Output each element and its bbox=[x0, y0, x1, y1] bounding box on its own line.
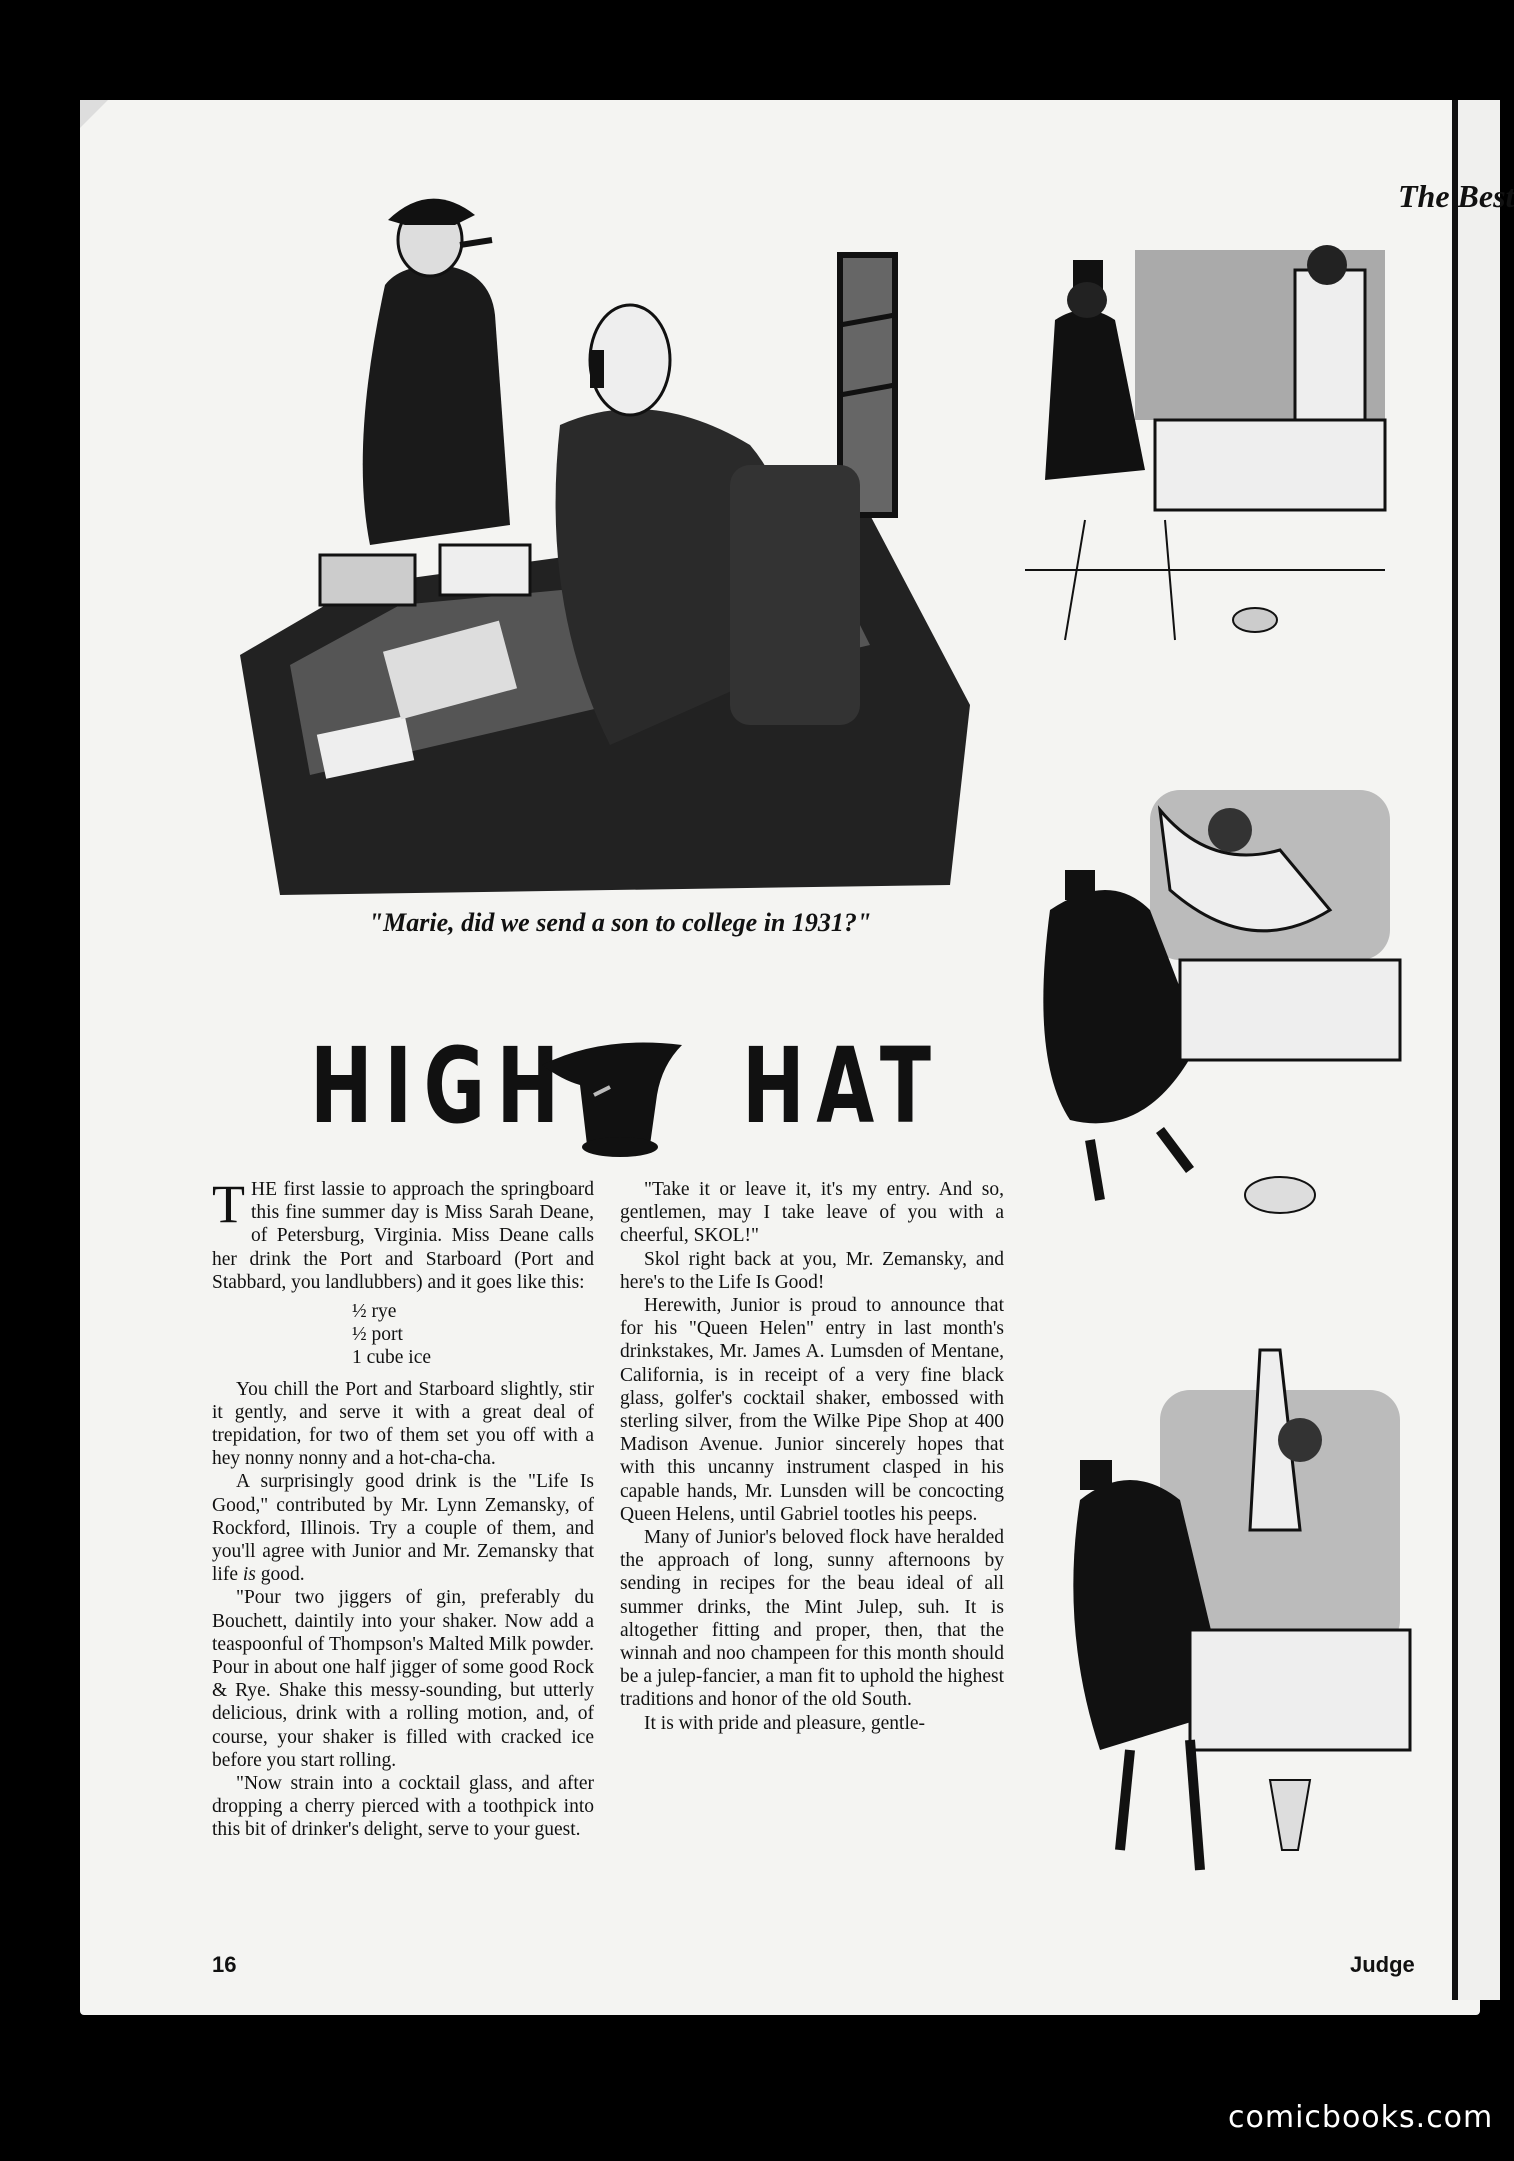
recipe-item: 1 cube ice bbox=[352, 1347, 432, 1369]
paragraph-5: "Now strain into a cocktail glass, and after dropping a cherry pierced with a toothpick into this bit of drinker's delight, serve to your guest. bbox=[212, 1773, 594, 1841]
paragraph-4: "Pour two jiggers of gin, preferably du Bouchett, daintily into your shaker. Now add a teaspoonful of Thompson's Malted Milk powder. Pour in about one half jigger of some good Rock & Rye. Shake this messy-sounding, but utterly delicious, drink with a rolling motion, and, of course, your shaker is filled with cracked ice before you start rolling. bbox=[212, 1587, 594, 1771]
illustration-caption: "Marie, did we send a son to college in 1931?" bbox=[368, 908, 872, 937]
paragraph-2: You chill the Port and Starboard slightly, stir it gently, and serve it with a great deal of trepidation, for two of them set you off with a hey nonny nonny and a hot-cha-cha. bbox=[212, 1378, 594, 1470]
drop-cap: T bbox=[212, 1174, 245, 1234]
top-hat-icon bbox=[532, 1025, 697, 1165]
article-headline bbox=[300, 1025, 943, 1155]
recipe-item: ½ rye bbox=[352, 1301, 397, 1323]
recipe-item: ½ port bbox=[352, 1324, 403, 1346]
headline-word-right: HAT bbox=[742, 1025, 943, 1147]
paragraph-8: Herewith, Junior is proud to announce that for his "Queen Helen" entry in last month's drinkstakes, Mr. James A. Lumsden of Mentane, California, is in receipt of a very fine black glass, golfer's cocktail shaker, embossed with sterling silver, from the Wilke Pipe Shop at 400 Madison Avenue. Junior sincerely hopes that with this uncanny instrument clasped in his capable hands, Mr. Lunsden will be concocting Queen Helens, until Gabriel tootles his peeps. bbox=[620, 1295, 1004, 1525]
page-number: 16 bbox=[212, 1952, 237, 1977]
doorman-cartoon-panel-3 bbox=[1040, 1330, 1410, 1910]
paragraph-1: THE first lassie to approach the springboard this fine summer day is Miss Sarah Deane, of Petersburg, Virginia. Miss Deane calls her drink the Port and Starboard (Port and Stabbard, you landlubbers) and it goes like this: bbox=[212, 1174, 594, 1293]
next-page-title: The Best bbox=[1398, 178, 1514, 214]
doorman-cartoon-panel-2 bbox=[1030, 760, 1400, 1260]
paragraph-7: Skol right back at you, Mr. Zemansky, and here's to the Life Is Good! bbox=[620, 1248, 1004, 1293]
next-page-edge bbox=[1458, 100, 1500, 2000]
article-column-2 bbox=[620, 1178, 1004, 1735]
paragraph-3: A surprisingly good drink is the "Life Is Good," contributed by Mr. Lynn Zemansky, of Rockford, Illinois. Try a couple of them, and you'll agree with Junior and Mr. Zemansky that life is good. bbox=[212, 1471, 594, 1586]
paragraph-9: Many of Junior's beloved flock have heralded the approach of long, sunny afternoons by sending in recipes for the beau ideal of all summer drinks, the Mint Julep, suh. It is altogether fitting and proper, then, that the winnah and noo champeen for this month should be a julep-fancier, a man fit to uphold the highest traditions and honor of the old South. bbox=[620, 1527, 1004, 1711]
office-cartoon-illustration bbox=[230, 185, 990, 900]
paragraph-10: It is with pride and pleasure, gentle- bbox=[644, 1712, 926, 1734]
paragraph-6: "Take it or leave it, it's my entry. And so, gentlemen, may I take leave of you with a cheerful, SKOL!" bbox=[620, 1179, 1004, 1247]
site-watermark: comicbooks.com bbox=[1228, 2100, 1494, 2135]
article-column-1 bbox=[212, 1174, 594, 1842]
recipe-list bbox=[352, 1300, 594, 1370]
doorman-cartoon-panel-1 bbox=[1025, 240, 1385, 660]
headline-word-left: HIGH bbox=[310, 1025, 571, 1147]
magazine-name: Judge bbox=[1350, 1952, 1415, 1977]
